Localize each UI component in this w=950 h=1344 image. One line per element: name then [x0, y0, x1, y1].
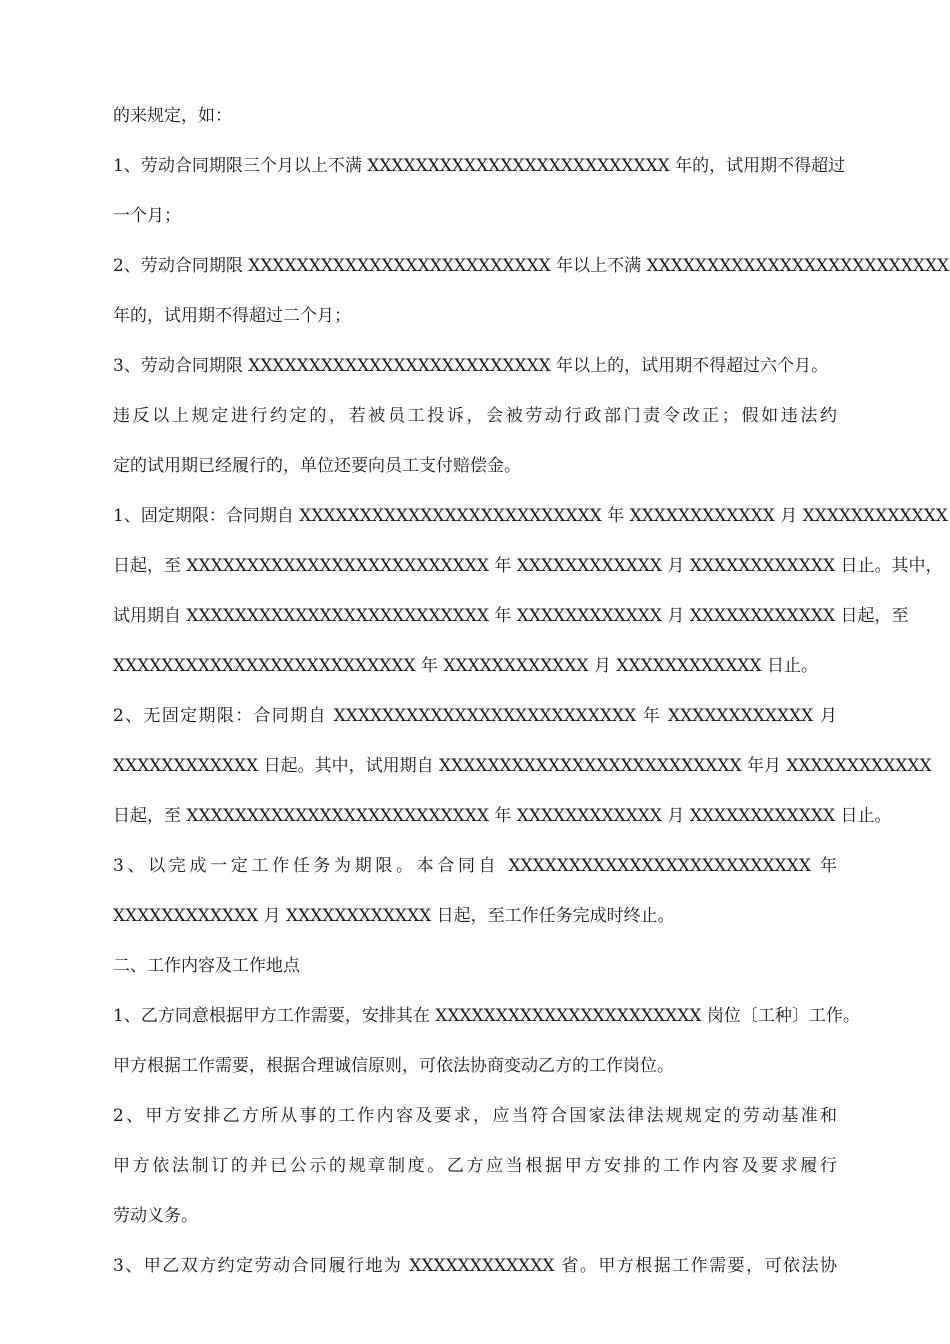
- text-line: 2、甲方安排乙方所从事的工作内容及要求，应当符合国家法律法规规定的劳动基准和: [113, 1106, 837, 1126]
- text-line: 甲方根据工作需要，根据合理诚信原则，可依法协商变动乙方的工作岗位。: [113, 1056, 674, 1076]
- text-line: 一个月；: [113, 206, 181, 226]
- text-line: XXXXXXXXXXXXXXXXXXXXXXXXX 年 XXXXXXXXXXXX 月 XXXXXXXXXXXX 日止。: [113, 656, 819, 676]
- text-line: 2、劳动合同期限 XXXXXXXXXXXXXXXXXXXXXXXXX 年以上不满 XXXXXXXXXXXXXXXXXXXXXXXXX: [113, 256, 950, 276]
- text-line: 2、无固定期限：合同期自 XXXXXXXXXXXXXXXXXXXXXXXXX 年 XXXXXXXXXXXX 月: [113, 706, 837, 726]
- text-line: 1、乙方同意根据甲方工作需要，安排其在 XXXXXXXXXXXXXXXXXXXXXX 岗位〔工种〕工作。: [113, 1006, 860, 1026]
- text-line: XXXXXXXXXXXX 月 XXXXXXXXXXXX 日起，至工作任务完成时终止。: [113, 906, 675, 926]
- text-line: XXXXXXXXXXXX 日起。其中，试用期自 XXXXXXXXXXXXXXXXXXXXXXXXX 年月 XXXXXXXXXXXX: [113, 756, 932, 776]
- text-line: 年的，试用期不得超过二个月；: [113, 306, 351, 326]
- text-line: 日起，至 XXXXXXXXXXXXXXXXXXXXXXXXX 年 XXXXXXXXXXXX 月 XXXXXXXXXXXX 日止。: [113, 806, 892, 826]
- text-line: 劳动义务。: [113, 1206, 198, 1226]
- section-heading: 二、工作内容及工作地点: [113, 956, 300, 976]
- text-line: 的来规定，如：: [113, 106, 232, 126]
- text-line: 违反以上规定进行约定的，若被员工投诉，会被劳动行政部门责令改正；假如违法约: [113, 406, 837, 426]
- text-line: 日起，至 XXXXXXXXXXXXXXXXXXXXXXXXX 年 XXXXXXXXXXXX 月 XXXXXXXXXXXX 日止。其中，: [113, 556, 943, 576]
- text-line: 3、以完成一定工作任务为期限。本合同自 XXXXXXXXXXXXXXXXXXXXXXXXX 年: [113, 856, 837, 876]
- text-line: 3、劳动合同期限 XXXXXXXXXXXXXXXXXXXXXXXXX 年以上的，试用期不得超过六个月。: [113, 356, 829, 376]
- text-line: 1、劳动合同期限三个月以上不满 XXXXXXXXXXXXXXXXXXXXXXXXX 年的，试用期不得超过: [113, 156, 846, 176]
- text-line: 甲方依法制订的并已公示的规章制度。乙方应当根据甲方安排的工作内容及要求履行: [113, 1156, 837, 1176]
- text-line: 定的试用期已经履行的，单位还要向员工支付赔偿金。: [113, 456, 521, 476]
- text-line: 3、甲乙双方约定劳动合同履行地为 XXXXXXXXXXXX 省。甲方根据工作需要，可依法协: [113, 1256, 837, 1276]
- text-line: 试用期自 XXXXXXXXXXXXXXXXXXXXXXXXX 年 XXXXXXXXXXXX 月 XXXXXXXXXXXX 日起，至: [113, 606, 909, 626]
- text-line: 1、固定期限：合同期自 XXXXXXXXXXXXXXXXXXXXXXXXX 年 XXXXXXXXXXXX 月 XXXXXXXXXXXX: [113, 506, 948, 526]
